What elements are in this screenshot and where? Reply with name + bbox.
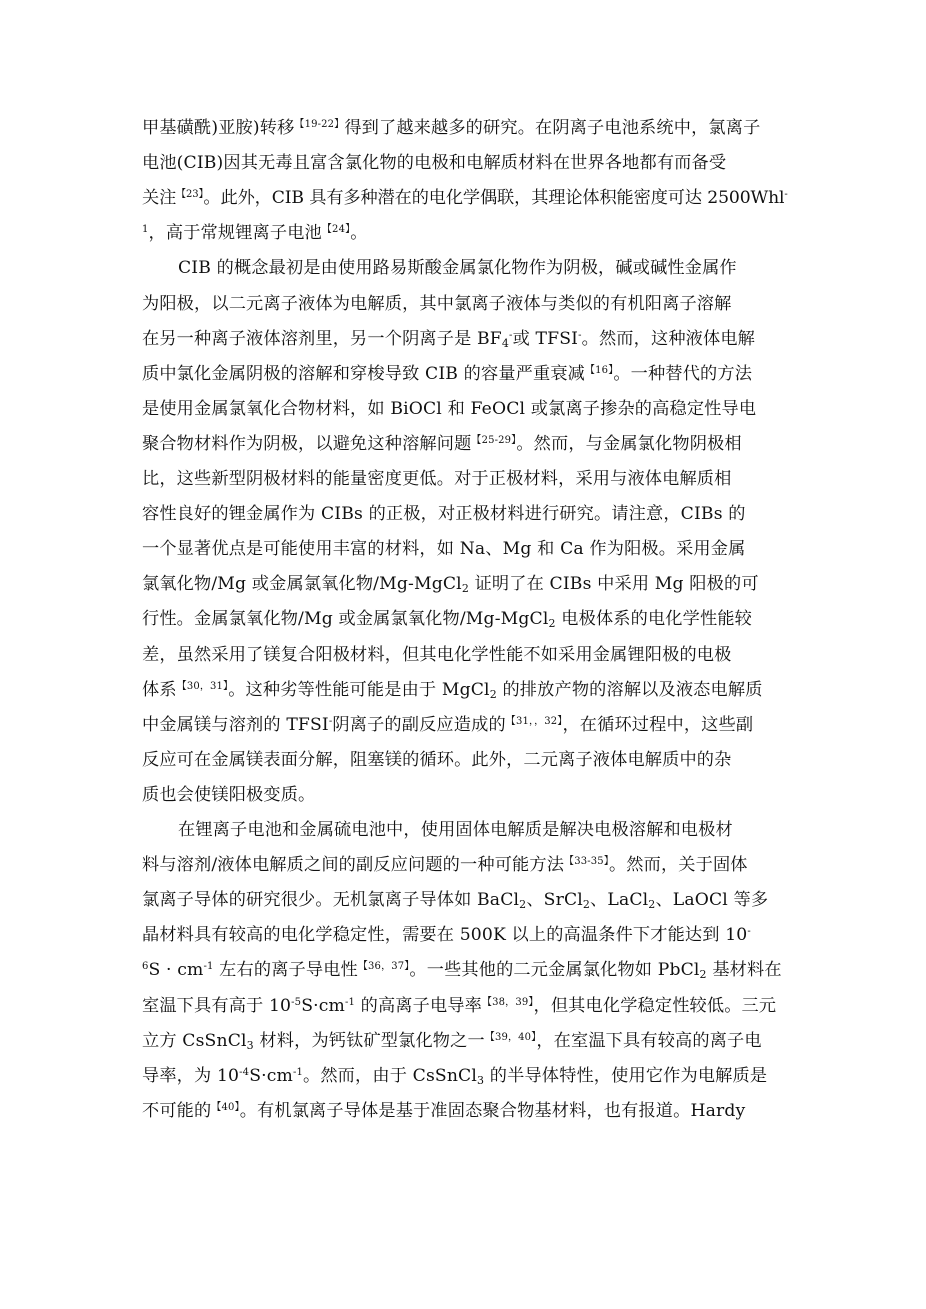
- text-run: 反应可在金属镁表面分解，阻塞镁的循环。此外，二元离子液体电解质中的杂: [142, 749, 732, 770]
- text-run: 。: [350, 223, 368, 244]
- text-line: [142, 147, 788, 179]
- subscript: 2: [519, 898, 527, 912]
- text-line: [142, 603, 788, 635]
- text-run: 。然而，由于 CsSnCl: [303, 1065, 478, 1086]
- text-line: [142, 639, 788, 671]
- superscript: 【30，31】: [176, 680, 229, 692]
- text-run: ，在循环过程中，这些副: [562, 714, 754, 735]
- text-run: 氯氧化物/Mg 或金属氯氧化物/Mg-MgCl: [142, 574, 462, 595]
- superscript: 6: [142, 961, 149, 973]
- subscript: 2: [489, 687, 497, 701]
- superscript: 【39，40】: [484, 1031, 537, 1043]
- text-run: 电极体系的电化学性能较: [555, 609, 752, 630]
- subscript: 2: [548, 617, 556, 631]
- text-run: 容性良好的锂金属作为 CIBs 的正极，对正极材料进行研究。请注意，CIBs 的: [142, 504, 746, 525]
- text-run: 室温下具有高于 10: [142, 995, 292, 1016]
- subscript: 2: [461, 582, 469, 596]
- superscript: -1: [203, 961, 214, 973]
- text-line: [142, 849, 788, 881]
- superscript: 1: [142, 224, 149, 236]
- text-run: 、LaOCl 等多: [655, 890, 769, 911]
- text-line: [142, 428, 788, 460]
- text-run: 。一种替代的方法: [613, 363, 753, 384]
- text-line: [142, 323, 788, 355]
- text-run: 。然而，这种液体电解: [581, 328, 756, 349]
- superscript: 【31，，32】: [505, 715, 563, 727]
- text-run: 。然而，与金属氯化物阴极相: [516, 433, 742, 454]
- text-run: 。此外，CIB 具有多种潜在的电化学偶联，其理论体积能密度可达 2500Whl: [203, 188, 785, 209]
- text-run: 行性。金属氯氧化物/Mg 或金属氯氧化物/Mg-MgCl: [142, 609, 549, 630]
- text-line: [142, 288, 788, 320]
- subscript: 2: [648, 898, 656, 912]
- text-run: 差，虽然采用了镁复合阳极材料，但其电化学性能不如采用金属锂阳极的电极: [142, 644, 732, 665]
- text-run: ，在室温下具有较高的离子电: [536, 1030, 762, 1051]
- text-run: 氯离子导体的研究很少。无机氯离子导体如 BaCl: [142, 890, 520, 911]
- text-run: 。有机氯离子导体是基于准固态聚合物基材料，也有报道。Hardy: [239, 1100, 746, 1121]
- text-run: 。然而，关于固体: [608, 855, 748, 876]
- text-run: 料与溶剂/液体电解质之间的副反应问题的一种可能方法: [142, 855, 565, 876]
- text-run: 、LaCl: [590, 890, 649, 911]
- subscript: 3: [477, 1073, 485, 1087]
- text-run: 关注: [142, 188, 177, 209]
- text-line: [142, 112, 788, 144]
- text-run: 的半导体特性，使用它作为电解质是: [484, 1065, 768, 1086]
- text-run: 为阳极，以二元离子液体为电解质，其中氯离子液体与类似的有机阳离子溶解: [142, 293, 732, 314]
- text-line: [142, 779, 788, 811]
- text-run: 质也会使镁阳极变质。: [142, 784, 316, 805]
- superscript: -: [747, 926, 751, 938]
- text-run: 在锂离子电池和金属硫电池中，使用固体电解质是解决电极溶解和电极材: [178, 820, 733, 840]
- subscript: 2: [699, 968, 707, 982]
- superscript: 【16】: [585, 364, 614, 376]
- subscript: 4: [501, 336, 510, 350]
- text-line: [142, 1095, 788, 1127]
- text-run: 在另一种离子液体溶剂里，另一个阴离子是 BF: [142, 328, 502, 349]
- text-run: CIB 的概念最初是由使用路易斯酸金属氯化物作为阴极，碱或碱性金属作: [178, 258, 737, 279]
- text-run: 阴离子的副反应造成的: [332, 714, 506, 735]
- superscript: 【40】: [211, 1101, 240, 1113]
- superscript: -: [578, 329, 582, 341]
- text-run: ，但其电化学稳定性较低。三元: [533, 995, 777, 1016]
- text-line: [142, 674, 788, 706]
- text-run: 证明了在 CIBs 中采用 Mg 阳极的可: [468, 574, 759, 595]
- text-run: S·cm: [249, 1065, 293, 1086]
- text-line: [142, 884, 788, 916]
- text-run: 得到了越来越多的研究。在阴离子电池系统中，氯离子: [344, 118, 761, 138]
- text-run: 电池(CIB)因其无毒且富含氯化物的电极和电解质材料在世界各地都有而备受: [142, 153, 727, 174]
- text-run: S · cm: [148, 960, 204, 981]
- subscript: 3: [246, 1038, 254, 1052]
- superscript: 【36，37】: [357, 961, 410, 973]
- text-run: 体系: [142, 679, 177, 700]
- superscript: 【24】: [321, 224, 351, 236]
- superscript: -: [509, 329, 513, 341]
- subscript: 2: [582, 898, 591, 912]
- text-run: 材料，为钙钛矿型氯化物之一: [253, 1030, 485, 1051]
- text-line: [142, 1060, 788, 1092]
- text-run: 左右的离子导电性: [213, 960, 358, 981]
- text-run: 的排放产物的溶解以及液态电解质: [496, 679, 763, 700]
- superscript: -1: [344, 996, 356, 1008]
- text-run: 一个显著优点是可能使用丰富的材料，如 Na、Mg 和 Ca 作为阳极。采用金属: [142, 539, 746, 560]
- text-line: [142, 990, 788, 1022]
- text-line: [142, 182, 788, 214]
- text-line: [142, 954, 788, 986]
- text-line: [142, 709, 788, 741]
- text-run: 晶材料具有较高的电化学稳定性，需要在 500K 以上的高温条件下才能达到 10: [142, 925, 748, 946]
- text-run: 或 TFSI: [512, 328, 579, 349]
- text-run: 导率，为 10: [142, 1065, 240, 1086]
- text-run: 立方 CsSnCl: [142, 1030, 247, 1051]
- superscript: -1: [292, 1066, 303, 1078]
- text-line: [178, 814, 824, 846]
- superscript: -: [328, 715, 333, 727]
- text-line: [142, 463, 788, 495]
- text-run: 不可能的: [142, 1100, 212, 1121]
- superscript: 【23】: [176, 189, 204, 201]
- text-line: [142, 393, 788, 425]
- superscript: 【25-29】: [471, 434, 517, 446]
- text-line: [142, 744, 788, 776]
- text-run: 。一些其他的二元金属氯化物如 PbCl: [409, 960, 700, 981]
- text-line: [178, 252, 824, 284]
- text-run: 聚合物材料作为阴极，以避免这种溶解问题: [142, 433, 472, 454]
- text-line: [142, 358, 788, 390]
- text-run: 质中氯化金属阴极的溶解和穿梭导致 CIB 的容量严重衰减: [142, 363, 586, 384]
- superscript: -: [784, 189, 788, 201]
- text-line: [142, 498, 788, 530]
- text-run: 的高离子电导率: [355, 995, 482, 1016]
- text-line: [142, 919, 788, 951]
- text-run: 是使用金属氯氧化合物材料，如 BiOCl 和 FeOCl 或氯离子掺杂的高稳定性导电: [142, 398, 757, 419]
- text-run: ，高于常规锂离子电池: [148, 223, 322, 244]
- text-run: 基材料在: [706, 960, 782, 981]
- text-run: 、SrCl: [526, 890, 583, 911]
- text-line: [142, 217, 788, 249]
- superscript: -4: [239, 1066, 250, 1078]
- text-run: 甲基磺酰)亚胺)转移: [142, 118, 295, 138]
- superscript: 【33-35】: [564, 856, 609, 868]
- text-run: S·cm: [301, 995, 345, 1016]
- text-line: [142, 533, 788, 565]
- text-line: [142, 1025, 788, 1057]
- text-run: 比，这些新型阴极材料的能量密度更低。对于正极材料，采用与液体电解质相: [142, 469, 732, 489]
- superscript: 【19-22】: [294, 119, 345, 130]
- text-line: [142, 568, 788, 600]
- text-run: 中金属镁与溶剂的 TFSI: [142, 714, 329, 735]
- superscript: -5: [291, 996, 302, 1008]
- text-run: 。这种劣等性能可能是由于 MgCl: [228, 679, 490, 700]
- superscript: 【38，39】: [482, 996, 534, 1008]
